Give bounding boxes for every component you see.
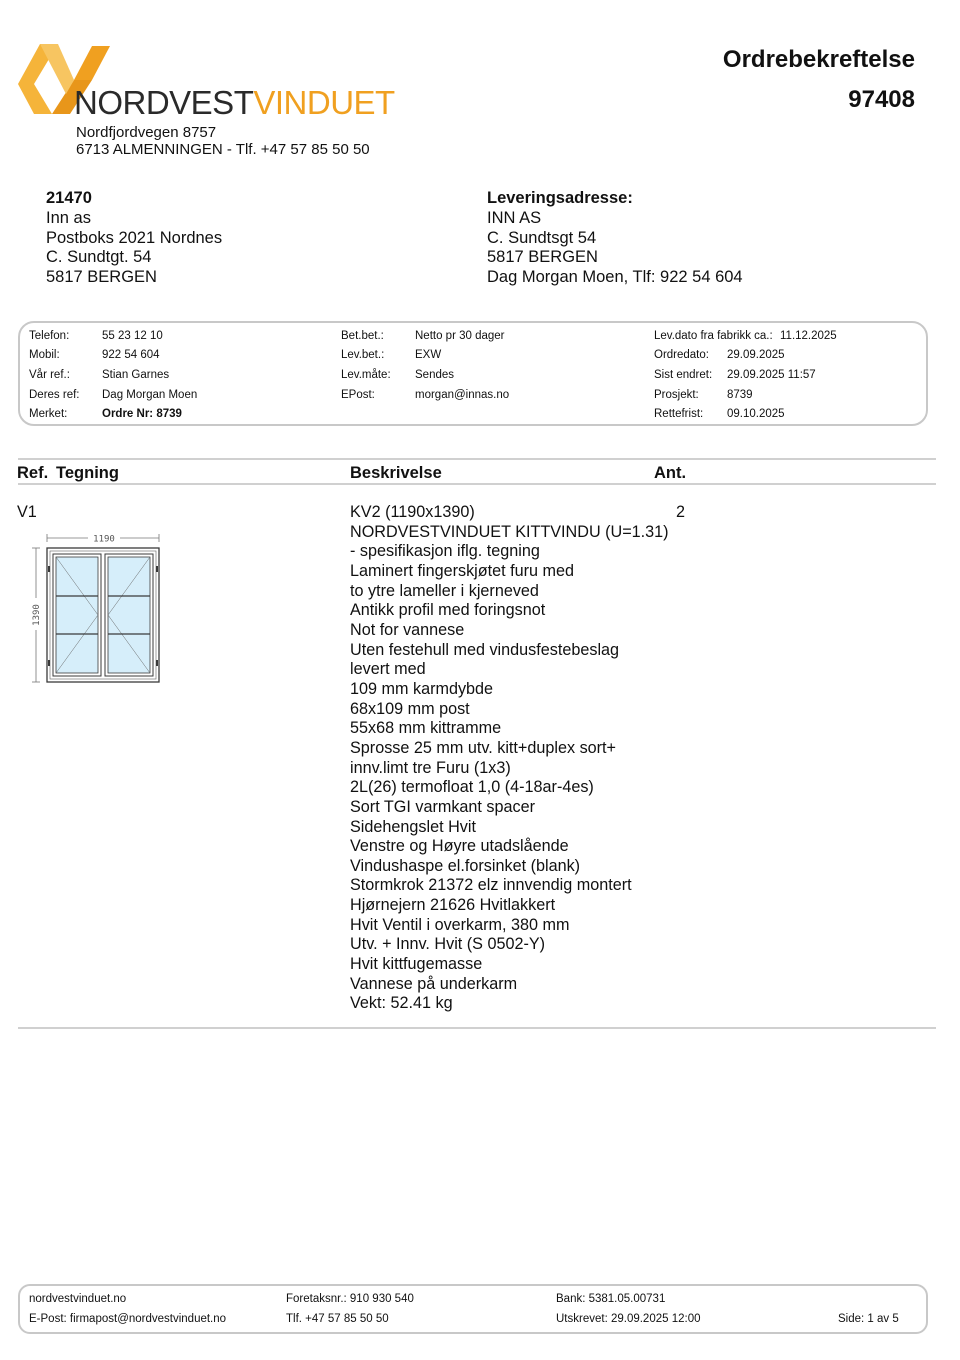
info-value-last-changed: 29.09.2025 11:57 xyxy=(727,369,816,381)
info-value-delivery-terms: EXW xyxy=(415,349,442,361)
info-value-payment-terms: Netto pr 30 dager xyxy=(415,330,505,342)
window-drawing xyxy=(28,530,168,688)
footer-box xyxy=(18,1284,928,1334)
info-label-last-changed: Sist endret: xyxy=(654,369,713,381)
column-header-quantity: Ant. xyxy=(654,464,687,482)
info-label-delivery-terms: Lev.bet.: xyxy=(341,349,385,361)
description-line: Hvit Ventil i overkarm, 380 mm xyxy=(350,915,570,934)
customer-address-line: Postboks 2021 Nordnes xyxy=(46,228,223,247)
info-label-mobile: Mobil: xyxy=(29,349,60,361)
description-line: Vannese på underkarm xyxy=(350,974,518,993)
delivery-contact: Dag Morgan Moen, Tlf: 922 54 604 xyxy=(487,268,743,287)
description-line: 2L(26) termofloat 1,0 (4-18ar-4es) xyxy=(350,778,594,797)
info-label-delivery-method: Lev.måte: xyxy=(341,369,391,381)
info-value-marked: Ordre Nr: 8739 xyxy=(102,408,182,420)
brand-name-right: VINDUET xyxy=(253,84,395,121)
footer-phone: Tlf. +47 57 85 50 50 xyxy=(286,1313,389,1325)
item-description xyxy=(350,503,669,1014)
column-header-description: Beskrivelse xyxy=(350,464,442,482)
footer-website: nordvestvinduet.no xyxy=(29,1293,127,1305)
company-name xyxy=(74,86,395,119)
customer-number: 21470 xyxy=(46,189,92,207)
delivery-address-line: 5817 BERGEN xyxy=(487,248,598,267)
description-line: 68x109 mm post xyxy=(350,699,470,718)
info-label-factory-date: Lev.dato fra fabrikk ca.: xyxy=(654,330,773,342)
description-line: KV2 (1190x1390) xyxy=(350,503,475,521)
description-line: Sprosse 25 mm utv. kitt+duplex sort+ xyxy=(350,738,617,757)
description-line: Sort TGI varmkant spacer xyxy=(350,797,536,816)
info-label-phone: Telefon: xyxy=(29,330,70,342)
info-value-delivery-method: Sendes xyxy=(415,369,455,381)
description-line: innv.limt tre Furu (1x3) xyxy=(350,758,511,777)
info-label-our-ref: Vår ref.: xyxy=(29,369,70,381)
table-top-divider xyxy=(18,458,936,460)
description-line: - spesifikasjon iflg. tegning xyxy=(350,542,540,561)
info-value-phone: 55 23 12 10 xyxy=(102,330,163,342)
description-line: 109 mm karmdybde xyxy=(350,679,494,698)
footer-page-number: Side: 1 av 5 xyxy=(838,1313,899,1325)
brand-name-left: NORDVEST xyxy=(74,84,254,121)
info-value-project: 8739 xyxy=(727,389,753,401)
description-line: levert med xyxy=(350,660,426,679)
customer-address-line: C. Sundtgt. 54 xyxy=(46,248,152,267)
info-value-order-date: 29.09.2025 xyxy=(727,349,785,361)
column-header-drawing: Tegning xyxy=(56,464,119,482)
order-number: 97408 xyxy=(848,86,915,113)
description-line: Vindushaspe el.forsinket (blank) xyxy=(350,856,581,875)
delivery-address xyxy=(487,189,743,288)
customer-name: Inn as xyxy=(46,208,91,227)
info-value-our-ref: Stian Garnes xyxy=(102,369,170,381)
description-line: Not for vannese xyxy=(350,620,465,639)
info-value-factory-date: 11.12.2025 xyxy=(780,330,837,342)
customer-address xyxy=(46,189,222,288)
description-line: Hvit kittfugemasse xyxy=(350,955,483,974)
drawing-width-label: 1190 xyxy=(93,534,115,545)
info-label-correction-deadline: Rettefrist: xyxy=(654,408,704,420)
info-label-order-date: Ordredato: xyxy=(654,349,709,361)
column-header-ref: Ref. xyxy=(17,464,49,482)
description-line: Utv. + Innv. Hvit (S 0502-Y) xyxy=(350,935,546,954)
info-label-your-ref: Deres ref: xyxy=(29,389,80,401)
description-line: NORDVESTVINDUET KITTVINDU (U=1.31) xyxy=(350,522,669,541)
company-address: Nordfjordvegen 8757 xyxy=(76,124,217,141)
description-line: to ytre lameller i kjerneved xyxy=(350,581,539,600)
info-value-mobile: 922 54 604 xyxy=(102,349,160,361)
delivery-address-line: C. Sundtsgt 54 xyxy=(487,228,597,247)
footer-email: E-Post: firmapost@nordvestvinduet.no xyxy=(29,1313,227,1325)
delivery-heading: Leveringsadresse: xyxy=(487,189,633,207)
footer-org-number: Foretaksnr.: 910 930 540 xyxy=(286,1293,414,1305)
description-line: Antikk profil med foringsnot xyxy=(350,601,546,620)
info-value-your-ref: Dag Morgan Moen xyxy=(102,389,198,401)
info-label-email: EPost: xyxy=(341,389,375,401)
item-quantity: 2 xyxy=(676,503,686,521)
info-label-marked: Merket: xyxy=(29,408,68,420)
footer-bank: Bank: 5381.05.00731 xyxy=(556,1293,666,1305)
description-line: Venstre og Høyre utadslående xyxy=(350,837,569,856)
delivery-name: INN AS xyxy=(487,208,542,227)
info-value-correction-deadline: 09.10.2025 xyxy=(727,408,785,420)
info-label-project: Prosjekt: xyxy=(654,389,699,401)
table-bottom-divider xyxy=(18,1027,936,1029)
drawing-height-label: 1390 xyxy=(32,604,42,626)
document-title: Ordrebekreftelse xyxy=(722,46,915,73)
description-line: Sidehengslet Hvit xyxy=(350,817,476,836)
company-postal-phone: 6713 ALMENNINGEN - Tlf. +47 57 85 50 50 xyxy=(76,141,370,158)
customer-address-line: 5817 BERGEN xyxy=(46,268,157,287)
table-header-divider xyxy=(18,483,936,485)
description-line: Uten festehull med vindusfestebeslag xyxy=(350,640,620,659)
info-label-payment-terms: Bet.bet.: xyxy=(341,330,384,342)
description-line: Vekt: 52.41 kg xyxy=(350,994,453,1013)
description-line: Hjørnejern 21626 Hvitlakkert xyxy=(350,896,556,915)
description-line: Laminert fingerskjøtet furu med xyxy=(350,561,575,580)
footer-printed: Utskrevet: 29.09.2025 12:00 xyxy=(556,1313,701,1325)
item-ref: V1 xyxy=(17,503,37,521)
info-value-email: morgan@innas.no xyxy=(415,389,510,401)
description-line: Stormkrok 21372 elz innvendig montert xyxy=(350,876,632,895)
description-line: 55x68 mm kittramme xyxy=(350,719,502,738)
